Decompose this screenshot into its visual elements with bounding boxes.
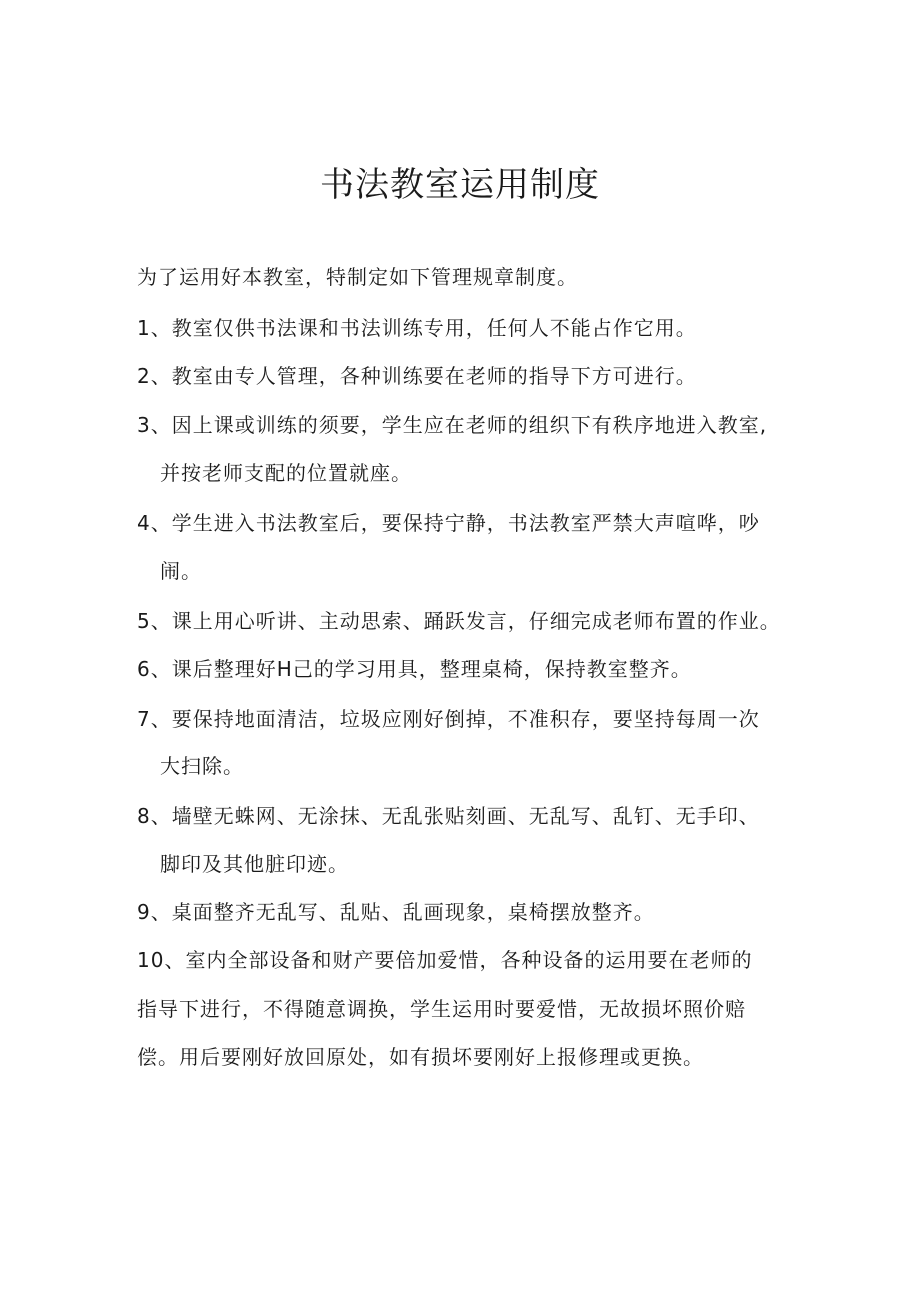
rule-10-line3: 偿。用后要刚好放回原处，如有损坏要刚好上报修理或更换。: [137, 1045, 704, 1069]
intro-text: 为了运用好本教室，特制定如下管理规章制度。: [137, 265, 578, 289]
rule-10-line2: 指导下进行，不得随意调换，学生运用时要爱惜，无故损坏照价赔: [137, 997, 746, 1021]
rule-6: 6、课后整理好H己的学习用具，整理桌椅，保持教室整齐。: [137, 657, 692, 681]
rule-8-line1: 8、墙壁无蛛网、无涂抹、无乱张贴刻画、无乱写、乱钉、无手印、: [137, 804, 760, 828]
rule-2: 2、教室由专人管理，各种训练要在老师的指导下方可进行。: [137, 364, 697, 388]
rule-5: 5、课上用心听讲、主动思索、踊跃发言，仔细完成老师布置的作业。: [137, 609, 781, 633]
rule-7-line2: 大扫除。: [160, 754, 244, 778]
rule-8-line2: 脚印及其他脏印迹。: [160, 852, 349, 876]
rule-10-line1: 10、室内全部设备和财产要倍加爱惜，各种设备的运用要在老师的: [137, 948, 753, 972]
rule-4-line2: 闹。: [160, 559, 202, 583]
rule-3-line2: 并按老师支配的位置就座。: [160, 461, 412, 485]
rule-7-line1: 7、要保持地面清洁，垃圾应刚好倒掉，不准积存，要坚持每周一次: [137, 707, 760, 731]
rule-9: 9、桌面整齐无乱写、乱贴、乱画现象，桌椅摆放整齐。: [137, 900, 655, 924]
rule-1: 1、教室仅供书法课和书法训练专用，任何人不能占作它用。: [137, 316, 697, 340]
rule-4-line1: 4、学生进入书法教室后，要保持宁静，书法教室严禁大声喧哗，吵: [137, 511, 760, 535]
rule-3-line1: 3、因上课或训练的须要，学生应在老师的组织下有秩序地进入教室,: [137, 413, 768, 437]
document-title: 书法教室运用制度: [320, 165, 600, 205]
